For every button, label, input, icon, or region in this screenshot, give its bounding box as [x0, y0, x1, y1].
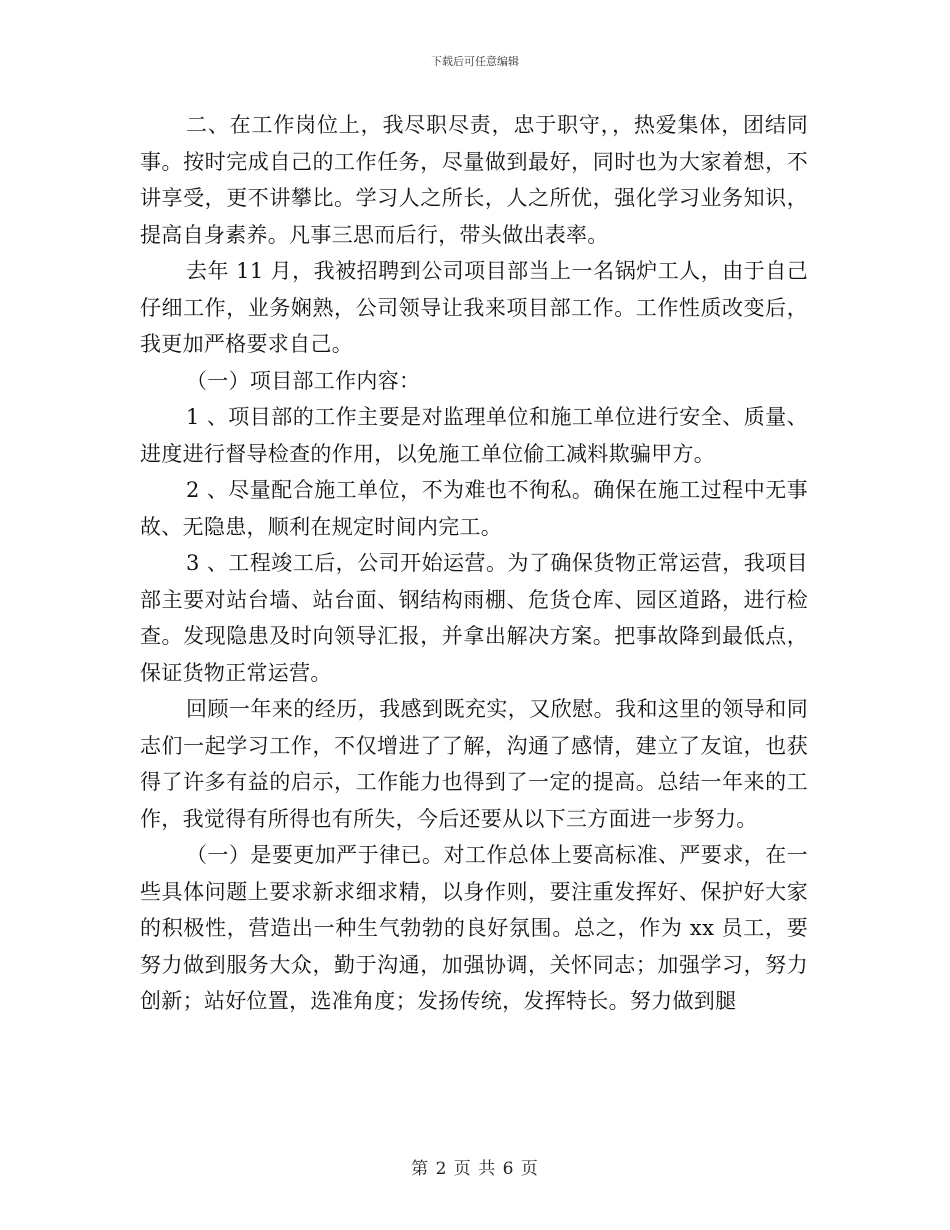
- page-header: 下载后可任意编辑: [431, 55, 519, 68]
- page-number: 第 2 页 共 6 页: [411, 1159, 539, 1179]
- list-item-1: 1 、项目部的工作主要是对监理单位和施工单位进行安全、质量、进度进行督导检查的作用，以免施工单位偷工减料欺骗甲方。: [140, 405, 808, 466]
- list-item-2: 2 、尽量配合施工单位，不为难也不徇私。确保在施工过程中无事故、无隐患，顺利在规定时间内完工。: [140, 478, 808, 539]
- document-body: [140, 107, 808, 1020]
- list-item-3: 3 、工程竣工后，公司开始运营。为了确保货物正常运营，我项目部主要对站台墙、站台面、钢结构雨棚、危货仓库、园区道路，进行检查。发现隐患及时向领导汇报，并拿出解决方案。把事故降到最低点，保证货物正常运营。: [140, 551, 808, 685]
- paragraph-improvement: （一）是要更加严于律已。对工作总体上要高标准、严要求，在一些具体问题上要求新求细求精，以身作则，要注重发挥好、保护好大家的积极性，营造出一种生气勃勃的良好氛围。总之，作为 xx 员工，要努力做到服务大众，勤于沟通，加强协调，关怀同志；加强学习，努力创新；站好位置，选准角度；发扬传统，发挥特长。努力做到腿: [140, 843, 808, 1013]
- paragraph-2: 去年 11 月，我被招聘到公司项目部当上一名锅炉工人，由于自己仔细工作，业务娴熟，公司领导让我来项目部工作。工作性质改变后，我更加严格要求自己。: [140, 259, 808, 356]
- section-heading: （一）项目部工作内容：: [186, 368, 421, 393]
- paragraph-review: 回顾一年来的经历，我感到既充实，又欣慰。我和这里的领导和同志们一起学习工作，不仅增进了了解，沟通了感情，建立了友谊，也获得了许多有益的启示，工作能力也得到了一定的提高。总结一年来的工作，我觉得有所得也有所失，今后还要从以下三方面进一步努力。: [140, 697, 808, 831]
- paragraph-1: 二、在工作岗位上，我尽职尽责，忠于职守，，热爱集体，团结同事。按时完成自己的工作任务，尽量做到最好，同时也为大家着想，不讲享受，更不讲攀比。学习人之所长，人之所优，强化学习业务知识，提高自身素养。凡事三思而后行，带头做出表率。: [140, 113, 808, 247]
